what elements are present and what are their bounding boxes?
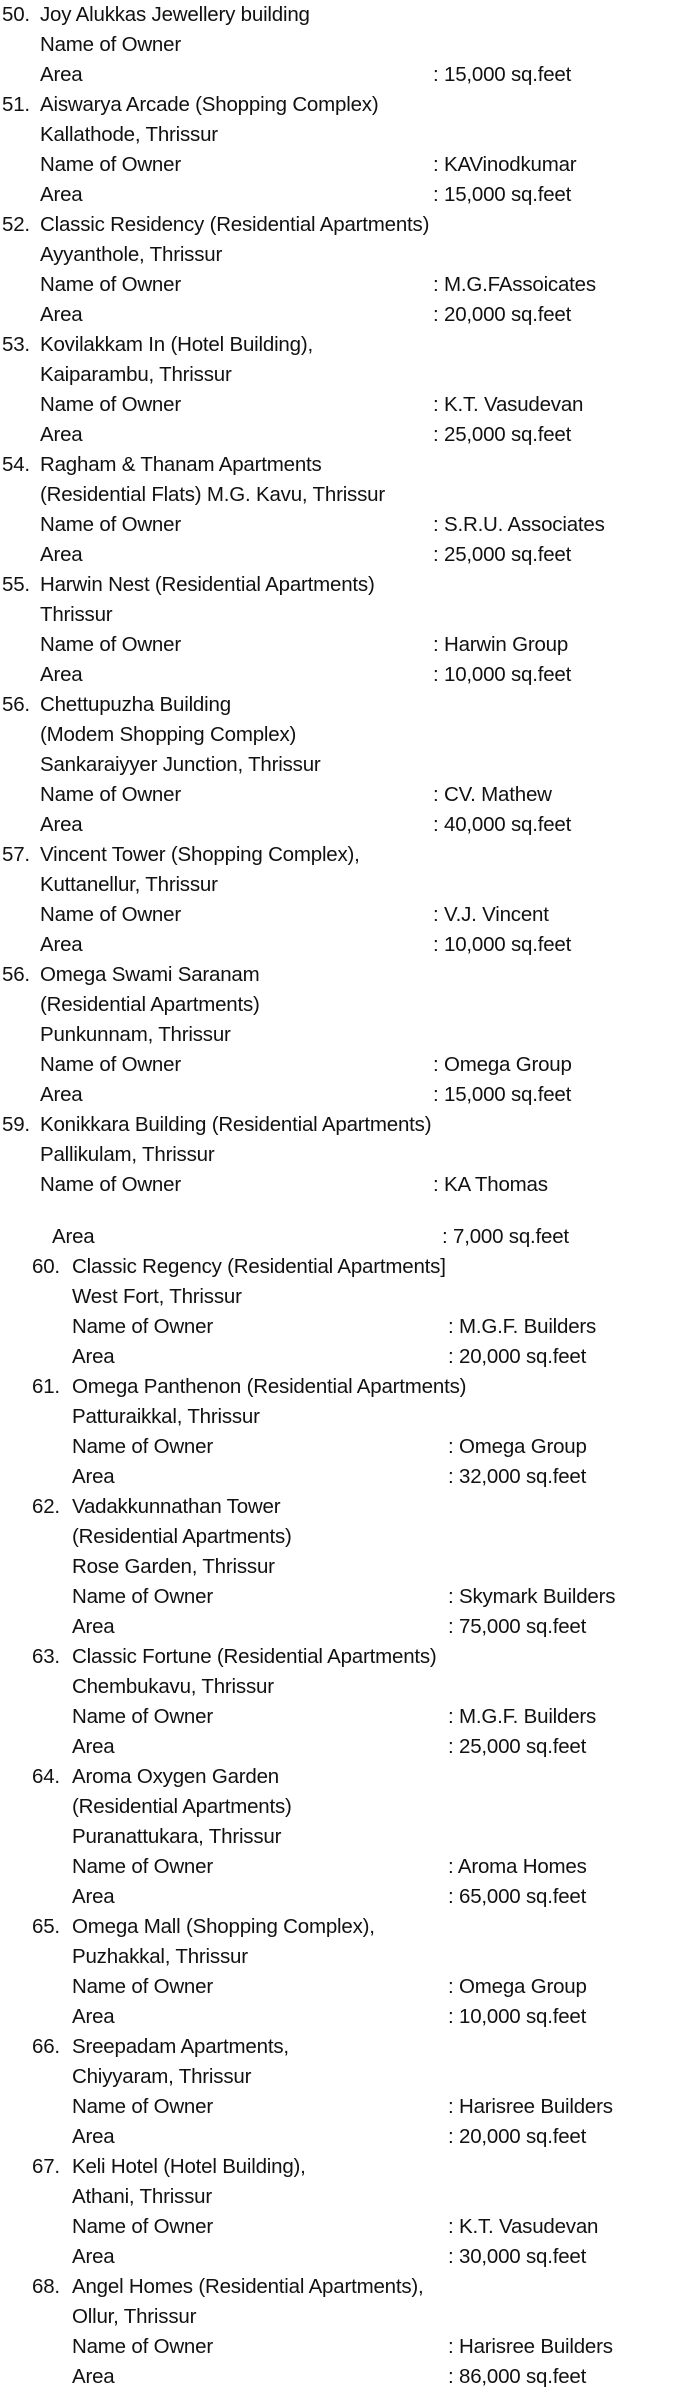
owner-label: Name of Owner: [72, 1585, 213, 1608]
owner-value: : M.G.F. Builders: [448, 1315, 597, 1338]
property-type: (Residential Apartments): [72, 1795, 292, 1818]
property-location: Punkunnam, Thrissur: [40, 1023, 231, 1046]
area-value: : 15,000 sq.feet: [433, 63, 572, 86]
item-number: 66.: [32, 2035, 60, 2058]
item-number: 52.: [2, 213, 30, 236]
area-label: Area: [40, 933, 83, 956]
area-label: Area: [72, 2365, 115, 2388]
owner-value: : Omega Group: [433, 1053, 572, 1076]
property-location: Puranattukara, Thrissur: [72, 1825, 282, 1848]
area-value: : 65,000 sq.feet: [448, 1885, 587, 1908]
property-location: Kallathode, Thrissur: [40, 123, 218, 146]
area-value: : 25,000 sq.feet: [433, 423, 572, 446]
owner-value: : M.G.F. Builders: [448, 1705, 597, 1728]
owner-value: : Harwin Group: [433, 633, 569, 656]
list-item: [0, 2152, 676, 2272]
property-name: Konikkara Building (Residential Apartments): [40, 1113, 432, 1136]
owner-label: Name of Owner: [72, 1855, 213, 1878]
item-number: 60.: [32, 1255, 60, 1278]
area-value: : 10,000 sq.feet: [448, 2005, 587, 2028]
property-location: West Fort, Thrissur: [72, 1285, 242, 1308]
area-label: Area: [40, 813, 83, 836]
area-label: Area: [72, 2125, 115, 2148]
area-label: Area: [40, 1083, 83, 1106]
list-item: [0, 90, 676, 210]
area-label: Area: [72, 1885, 115, 1908]
owner-label: Name of Owner: [72, 2095, 213, 2118]
list-item: [0, 570, 676, 690]
property-type: (Residential Apartments): [72, 1525, 292, 1548]
area-value: : 10,000 sq.feet: [433, 933, 572, 956]
owner-value: : CV. Mathew: [433, 783, 552, 806]
owner-value: : Aroma Homes: [448, 1855, 587, 1878]
area-value: : 20,000 sq.feet: [448, 1345, 587, 1368]
owner-label: Name of Owner: [40, 273, 181, 296]
property-name: Sreepadam Apartments,: [72, 2035, 289, 2058]
area-value: : 20,000 sq.feet: [433, 303, 572, 326]
owner-value: : KA Thomas: [433, 1173, 548, 1196]
owner-label: Name of Owner: [72, 1705, 213, 1728]
owner-label: Name of Owner: [72, 2215, 213, 2238]
owner-label: Name of Owner: [40, 903, 181, 926]
property-name: Ragham & Thanam Apartments: [40, 453, 322, 476]
area-label: Area: [40, 183, 83, 206]
item-number: 56.: [2, 963, 30, 986]
owner-value: : Harisree Builders: [448, 2095, 613, 2118]
property-location: Thrissur: [40, 603, 113, 626]
owner-label: Name of Owner: [40, 513, 181, 536]
item-number: 50.: [2, 3, 30, 26]
area-value: : 30,000 sq.feet: [448, 2245, 587, 2268]
property-name: Joy Alukkas Jewellery building: [40, 3, 310, 26]
owner-label: Name of Owner: [40, 33, 181, 56]
area-label: Area: [40, 543, 83, 566]
list-item: [0, 210, 676, 330]
property-location: Athani, Thrissur: [72, 2185, 212, 2208]
list-item: [0, 690, 676, 840]
owner-label: Name of Owner: [40, 783, 181, 806]
area-label: Area: [72, 2245, 115, 2268]
property-location: Puzhakkal, Thrissur: [72, 1945, 248, 1968]
area-value: : 25,000 sq.feet: [448, 1735, 587, 1758]
item-number: 56.: [2, 693, 30, 716]
owner-label: Name of Owner: [40, 1173, 181, 1196]
area-label: Area: [72, 1735, 115, 1758]
area-label: Area: [40, 303, 83, 326]
list-item: [0, 1372, 676, 1492]
area-value: : 7,000 sq.feet: [442, 1225, 569, 1248]
owner-value: : K.T. Vasudevan: [448, 2215, 599, 2238]
area-value: : 75,000 sq.feet: [448, 1615, 587, 1638]
property-location: Rose Garden, Thrissur: [72, 1555, 275, 1578]
owner-value: : Omega Group: [448, 1435, 587, 1458]
area-value: : 32,000 sq.feet: [448, 1465, 587, 1488]
item-number: 53.: [2, 333, 30, 356]
area-label: Area: [52, 1225, 95, 1248]
property-name: Classic Regency (Residential Apartments]: [72, 1255, 446, 1278]
property-name: Vadakkunnathan Tower: [72, 1495, 281, 1518]
property-name: Aiswarya Arcade (Shopping Complex): [40, 93, 379, 116]
property-location: Patturaikkal, Thrissur: [72, 1405, 260, 1428]
property-name: Harwin Nest (Residential Apartments): [40, 573, 375, 596]
item-number: 65.: [32, 1915, 60, 1938]
item-number: 68.: [32, 2275, 60, 2298]
list-item: [0, 0, 676, 90]
area-value: : 10,000 sq.feet: [433, 663, 572, 686]
list-item: [0, 450, 676, 570]
owner-label: Name of Owner: [72, 1975, 213, 1998]
item-number: 61.: [32, 1375, 60, 1398]
property-location: Kaiparambu, Thrissur: [40, 363, 232, 386]
property-location: Pallikulam, Thrissur: [40, 1143, 215, 1166]
area-label: Area: [40, 423, 83, 446]
list-item: [0, 1762, 676, 1912]
owner-value: : Skymark Builders: [448, 1585, 616, 1608]
list-item: [0, 1110, 676, 1252]
item-number: 55.: [2, 573, 30, 596]
area-label: Area: [40, 663, 83, 686]
item-number: 51.: [2, 93, 30, 116]
area-value: : 20,000 sq.feet: [448, 2125, 587, 2148]
area-label: Area: [40, 63, 83, 86]
list-item: [0, 1642, 676, 1762]
item-number: 67.: [32, 2155, 60, 2178]
owner-label: Name of Owner: [40, 393, 181, 416]
owner-value: : Harisree Builders: [448, 2335, 613, 2358]
owner-value: : M.G.FAssoicates: [433, 273, 596, 296]
area-label: Area: [72, 1615, 115, 1638]
owner-value: : KAVinodkumar: [433, 153, 577, 176]
item-number: 63.: [32, 1645, 60, 1668]
area-value: : 15,000 sq.feet: [433, 1083, 572, 1106]
list-item: [0, 2032, 676, 2152]
property-location: Sankaraiyyer Junction, Thrissur: [40, 753, 321, 776]
owner-label: Name of Owner: [40, 153, 181, 176]
property-location: Ollur, Thrissur: [72, 2305, 197, 2328]
area-value: : 15,000 sq.feet: [433, 183, 572, 206]
area-value: : 25,000 sq.feet: [433, 543, 572, 566]
property-location: Chiyyaram, Thrissur: [72, 2065, 252, 2088]
area-label: Area: [72, 1345, 115, 1368]
property-type: (Modem Shopping Complex): [40, 723, 297, 746]
item-number: 64.: [32, 1765, 60, 1788]
owner-label: Name of Owner: [40, 1053, 181, 1076]
property-name: Omega Swami Saranam: [40, 963, 260, 986]
item-number: 57.: [2, 843, 30, 866]
list-item: [0, 330, 676, 450]
property-name: Aroma Oxygen Garden: [72, 1765, 279, 1788]
property-location: (Residential Flats) M.G. Kavu, Thrissur: [40, 483, 385, 506]
area-label: Area: [72, 1465, 115, 1488]
owner-value: : K.T. Vasudevan: [433, 393, 584, 416]
property-name: Kovilakkam In (Hotel Building),: [40, 333, 313, 356]
area-label: Area: [72, 2005, 115, 2028]
area-value: : 86,000 sq.feet: [448, 2365, 587, 2388]
property-name: Omega Mall (Shopping Complex),: [72, 1915, 375, 1938]
owner-label: Name of Owner: [40, 633, 181, 656]
property-name: Omega Panthenon (Residential Apartments): [72, 1375, 467, 1398]
list-item: [0, 1252, 676, 1372]
property-name: Classic Fortune (Residential Apartments): [72, 1645, 437, 1668]
item-number: 62.: [32, 1495, 60, 1518]
owner-label: Name of Owner: [72, 1315, 213, 1338]
owner-value: : V.J. Vincent: [433, 903, 549, 926]
list-item: [0, 1912, 676, 2032]
list-item: [0, 840, 676, 960]
list-item: [0, 960, 676, 1110]
list-item: [0, 2272, 676, 2392]
property-type: (Residential Apartments): [40, 993, 260, 1016]
property-name: Vincent Tower (Shopping Complex),: [40, 843, 360, 866]
property-name: Angel Homes (Residential Apartments),: [72, 2275, 424, 2298]
property-name: Classic Residency (Residential Apartments): [40, 213, 430, 236]
property-name: Keli Hotel (Hotel Building),: [72, 2155, 306, 2178]
list-item: [0, 1492, 676, 1642]
property-location: Chembukavu, Thrissur: [72, 1675, 274, 1698]
area-value: : 40,000 sq.feet: [433, 813, 572, 836]
item-number: 59.: [2, 1113, 30, 1136]
property-location: Ayyanthole, Thrissur: [40, 243, 223, 266]
property-location: Kuttanellur, Thrissur: [40, 873, 218, 896]
owner-value: : Omega Group: [448, 1975, 587, 1998]
owner-label: Name of Owner: [72, 1435, 213, 1458]
owner-label: Name of Owner: [72, 2335, 213, 2358]
item-number: 54.: [2, 453, 30, 476]
property-name: Chettupuzha Building: [40, 693, 231, 716]
owner-value: : S.R.U. Associates: [433, 513, 605, 536]
